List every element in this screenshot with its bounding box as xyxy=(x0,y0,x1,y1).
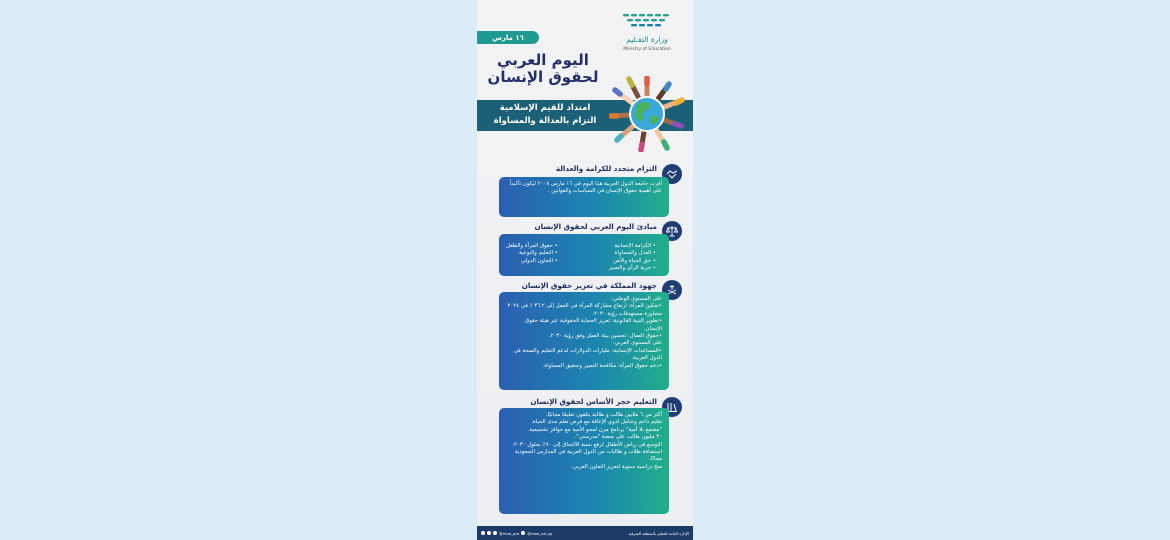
logo-dots-icon xyxy=(619,13,675,31)
section3-card xyxy=(499,292,669,390)
section2-card xyxy=(499,234,669,276)
section4-line: التوسع في رياض الأطفال لرفع نسبة الالتحاق إلى ٩٠٪ بحلول ٢٠٣٠. xyxy=(512,441,662,448)
handle-pro[interactable]: @moe_pro xyxy=(499,530,520,536)
main-title-line1: اليوم العربي xyxy=(497,51,589,69)
principle-item: • الكرامة الإنسانية xyxy=(609,243,656,250)
social-icon xyxy=(487,531,491,535)
section3-line: •دعم حقوق المرأة: مكافحة التمييز وتحقيق المساواة. xyxy=(542,362,662,369)
section4-line: "مجتمع بلا أمية" برنامج مرن لمحو الأمية مع حوافز تشجيعية. xyxy=(528,426,662,433)
principle-item: • التعاون الدولي xyxy=(506,258,558,265)
main-title xyxy=(483,52,603,86)
section3-line: على المستوى الوطني: xyxy=(611,296,662,302)
section4-title: التعليم حجر الأساس لحقوق الإنسان xyxy=(530,397,657,406)
section3-line: •المساعدات الإنسانية: مليارات الدولارات لدعم التعليم والصحة في الدول العربية. xyxy=(513,347,662,362)
section4-line: استضافة طلاب و طالبات من الدول العربية في المدارس السعودية مجانًا. xyxy=(514,449,662,463)
handle-ed[interactable]: @moe_ed_sp xyxy=(527,530,553,536)
section1-card xyxy=(499,177,669,217)
footer-bar xyxy=(477,526,693,540)
logo-arabic-text: وزارة التعـليم xyxy=(626,35,668,44)
date-tag: ١٦ مارس xyxy=(477,31,539,44)
social-icon xyxy=(481,531,485,535)
section3-title: جهود المملكة في تعزيز حقوق الإنسان xyxy=(521,281,657,290)
principle-item: • التعليم والتوعية xyxy=(506,250,558,257)
principle-item: • العدل والمساواة xyxy=(609,250,656,257)
section4-line: أكثر من ٦ ملايين طالب و طالبة يتلقون تعليمًا مجانيًا. xyxy=(545,412,662,418)
section4-line: تعليم داعم وشامل لذوي الإعاقة مع فرص تعلم مدى الحياة. xyxy=(531,419,662,426)
section3-line: على المستوى العربي: xyxy=(612,340,662,347)
section1-title: التزام متجدد للكرامة والعدالة xyxy=(555,164,657,173)
section3-line: •حقوق العمال: تحسين بيئة العمل وفق رؤية ٢٠٣٠. xyxy=(548,333,662,340)
section4-line: ٣٠ مليون طالب على منصة "مدرستي". xyxy=(574,434,662,441)
section1-body: أقرت جامعة الدول العربية هذا اليوم في ١٦ مارس ٢٠٠٨ ليكون تأكيداً على أهمية حقوق الإنسان في السياسات والقوانين . xyxy=(509,181,662,195)
section4-card xyxy=(499,408,669,514)
social-icon xyxy=(493,531,497,535)
principles-left-list xyxy=(506,243,564,273)
principles-right-list xyxy=(609,243,662,273)
social-handles xyxy=(481,531,552,536)
globe-hands-icon xyxy=(609,76,685,152)
ministry-logo xyxy=(617,13,677,57)
principle-item: • حرية الرأي والتعبير xyxy=(609,265,656,272)
tagline-text xyxy=(483,102,607,128)
tagline-line2: التزام بالعدالة والمساواة xyxy=(493,116,597,126)
tagline-line1: امتداد للقيم الإسلامية xyxy=(499,103,591,113)
main-title-line2: لحقوق الإنسان xyxy=(487,68,599,86)
section2-title: مبادئ اليوم العربي لحقوق الإنسان xyxy=(534,222,657,231)
footer-department: الإدارة العامة للتعليم بالمنطقة الشرقية xyxy=(628,530,689,536)
section3-line: •تمكين المرأة: ارتفاع مشاركة المرأة في العمل إلى ٣٦.٢ ٪ في ٢٠٢٤ متجاوزة مستهدفات رؤية ٢٠٣٠. xyxy=(507,303,662,317)
section4-line: منح دراسية سنوية لتعزيز التعاون العربي. xyxy=(571,463,662,470)
logo-english-text: Ministry of Education xyxy=(623,47,671,52)
infographic-poster xyxy=(477,0,693,540)
section3-line: •تطوير البنية القانونية: تعزيز الحماية الحقوقية عبر هيئة حقوق الإنسان. xyxy=(525,318,662,332)
principles-columns xyxy=(506,238,662,273)
social-icon xyxy=(521,531,525,535)
principle-item: • حق الحياة والأمن xyxy=(609,258,656,265)
principle-item: • حقوق المرأة والطفل xyxy=(506,243,558,250)
